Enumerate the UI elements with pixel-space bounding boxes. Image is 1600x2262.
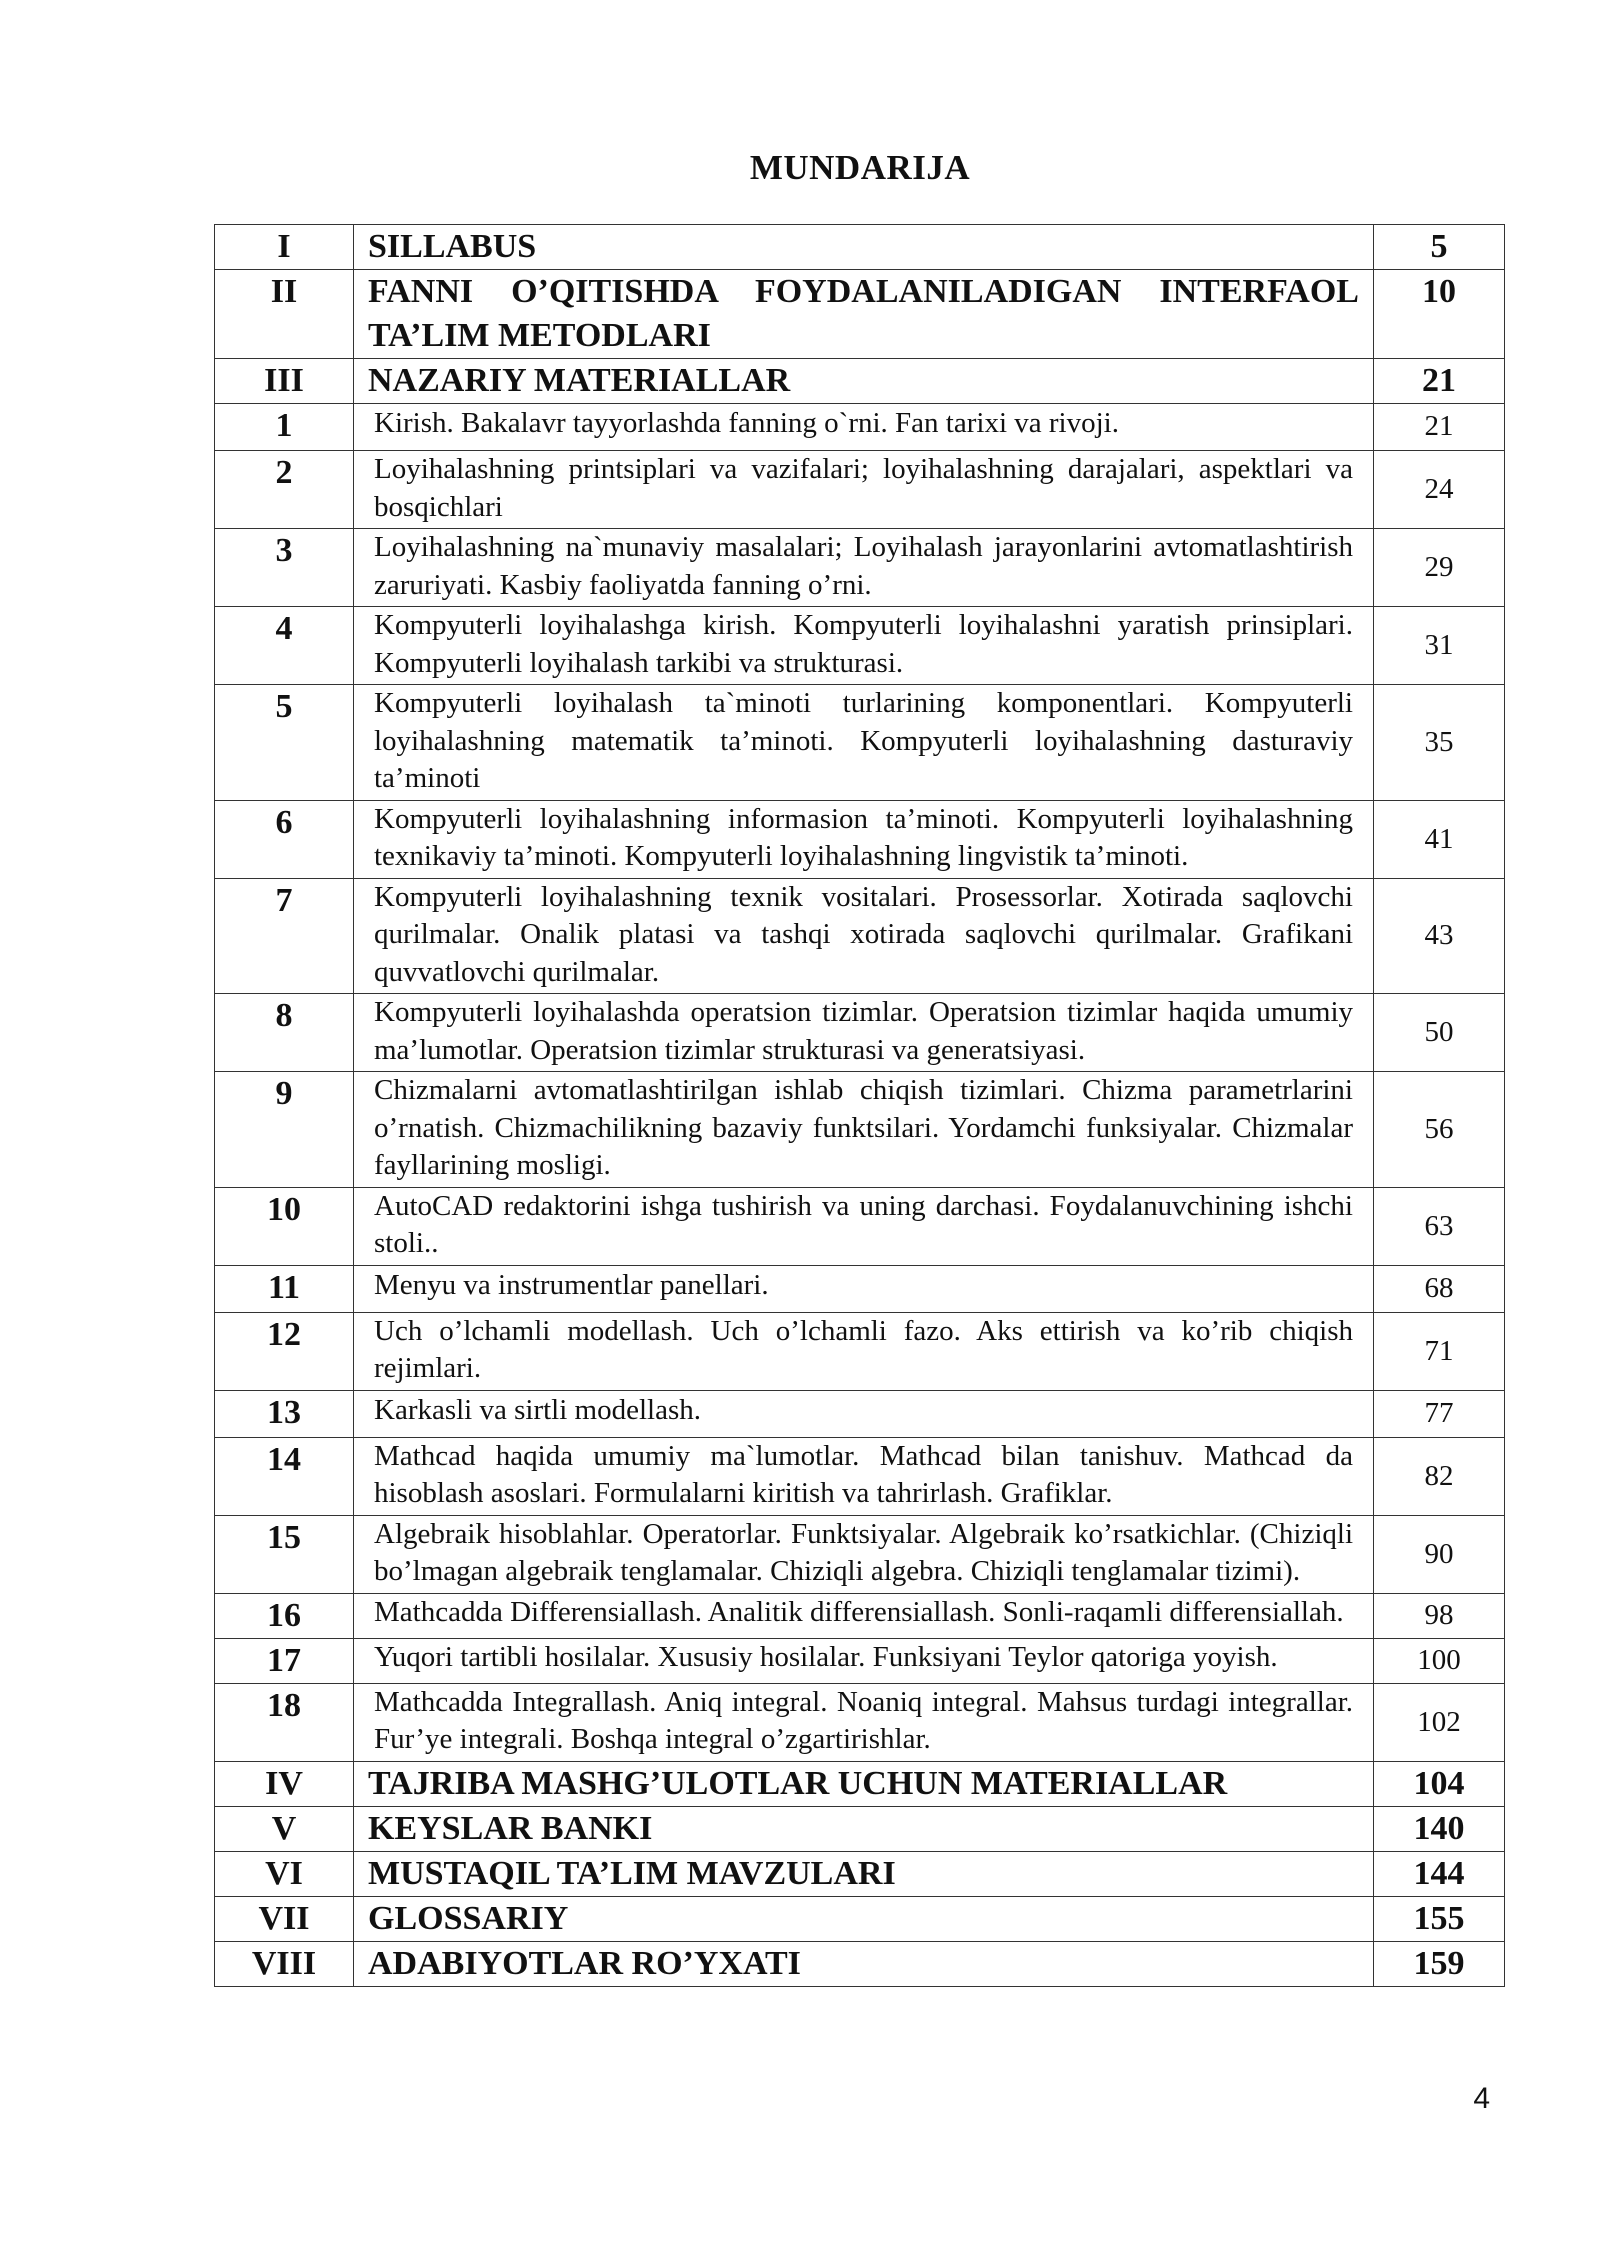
toc-row [215,270,1505,359]
toc-number: II [215,270,354,359]
toc-row [215,1851,1505,1896]
toc-page: 5 [1374,225,1505,270]
toc-page: 159 [1374,1941,1505,1986]
toc-page: 90 [1374,1515,1505,1593]
toc-number: 9 [215,1072,354,1188]
toc-title: Karkasli va sirtli modellash. [354,1390,1374,1437]
toc-row [215,607,1505,685]
toc-page: 71 [1374,1312,1505,1390]
toc-title: Chizmalarni avtomatlashtirilgan ishlab chiqish tizimlari. Chizma parametrlarini o’rnatish. Chizmachilikning bazaviy funktsilari. Yordamchi funksiyalar. Chizmalar fayllarining mosligi. [354,1072,1374,1188]
toc-number: 14 [215,1437,354,1515]
toc-title: Kirish. Bakalavr tayyorlashda fanning o`rni. Fan tarixi va rivoji. [354,404,1374,451]
toc-page: 21 [1374,359,1505,404]
toc-row [215,685,1505,801]
toc-title: ADABIYOTLAR RO’YXATI [354,1941,1374,1986]
page-number: 4 [1473,2082,1490,2115]
toc-number: 12 [215,1312,354,1390]
toc-page: 155 [1374,1896,1505,1941]
toc-page: 77 [1374,1390,1505,1437]
toc-title: Kompyuterli loyihalashning informasion ta’minoti. Kompyuterli loyihalashning texnikaviy ta’minoti. Kompyuterli loyihalashning lingvistik ta’minoti. [354,800,1374,878]
toc-title: MUSTAQIL TA’LIM MAVZULARI [354,1851,1374,1896]
toc-number: VIII [215,1941,354,1986]
toc-number: 3 [215,529,354,607]
toc-page: 10 [1374,270,1505,359]
toc-page: 31 [1374,607,1505,685]
toc-title: FANNI O’QITISHDA FOYDALANILADIGAN INTERFAOL TA’LIM METODLARI [354,270,1374,359]
toc-number: VI [215,1851,354,1896]
toc-title: TAJRIBA MASHG’ULOTLAR UCHUN MATERIALLAR [354,1761,1374,1806]
toc-page: 104 [1374,1761,1505,1806]
toc-row [215,1437,1505,1515]
toc-row [215,359,1505,404]
toc-number: 6 [215,800,354,878]
toc-title: AutoCAD redaktorini ishga tushirish va uning darchasi. Foydalanuvchining ishchi stoli.. [354,1187,1374,1265]
toc-number: 4 [215,607,354,685]
toc-number: 13 [215,1390,354,1437]
toc-number: V [215,1806,354,1851]
toc-title: Kompyuterli loyihalashga kirish. Kompyuterli loyihalashni yaratish prinsiplari. Kompyuterli loyihalash tarkibi va strukturasi. [354,607,1374,685]
toc-title: KEYSLAR BANKI [354,1806,1374,1851]
toc-row [215,1390,1505,1437]
toc-row [215,529,1505,607]
toc-number: 2 [215,451,354,529]
toc-row [215,1593,1505,1638]
toc-page: 50 [1374,994,1505,1072]
toc-page: 98 [1374,1593,1505,1638]
toc-row [215,1265,1505,1312]
toc-number: I [215,225,354,270]
toc-title: Mathcadda Differensiallash. Analitik differensiallash. Sonli-raqamli differensiallah. [354,1593,1374,1638]
toc-number: IV [215,1761,354,1806]
toc-number: 1 [215,404,354,451]
toc-title: Uch o’lchamli modellash. Uch o’lchamli fazo. Aks ettirish va ko’rib chiqish rejimlari. [354,1312,1374,1390]
toc-row [215,1941,1505,1986]
toc-title: Mathcad haqida umumiy ma`lumotlar. Mathcad bilan tanishuv. Mathcad da hisoblash asoslari. Formulalarni kiritish va tahrirlash. Grafiklar. [354,1437,1374,1515]
toc-row [215,1515,1505,1593]
toc-number: 7 [215,878,354,994]
toc-title: Yuqori tartibli hosilalar. Xususiy hosilalar. Funksiyani Teylor qatoriga yoyish. [354,1638,1374,1683]
toc-row [215,800,1505,878]
toc-title: Mathcadda Integrallash. Aniq integral. Noaniq integral. Mahsus turdagi integrallar. Fur’ye integrali. Boshqa integral o’zgartirishlar. [354,1683,1374,1761]
toc-page: 68 [1374,1265,1505,1312]
toc-row [215,1638,1505,1683]
toc-page: 82 [1374,1437,1505,1515]
toc-number: 15 [215,1515,354,1593]
toc-title: GLOSSARIY [354,1896,1374,1941]
toc-page: 24 [1374,451,1505,529]
toc-title: Loyihalashning printsiplari va vazifalari; loyihalashning darajalari, aspektlari va bosqichlari [354,451,1374,529]
toc-title: NAZARIY MATERIALLAR [354,359,1374,404]
toc-title: Kompyuterli loyihalashda operatsion tizimlar. Operatsion tizimlar haqida umumiy ma’lumotlar. Operatsion tizimlar strukturasi va generatsiyasi. [354,994,1374,1072]
toc-row [215,1312,1505,1390]
toc-row [215,225,1505,270]
toc-page: 41 [1374,800,1505,878]
toc-row [215,994,1505,1072]
page-title: MUNDARIJA [749,148,971,187]
toc-row [215,404,1505,451]
toc-number: 16 [215,1593,354,1638]
toc-number: III [215,359,354,404]
toc-number: 8 [215,994,354,1072]
toc-row [215,878,1505,994]
toc-title: Menyu va instrumentlar panellari. [354,1265,1374,1312]
toc-row [215,1806,1505,1851]
toc-number: 17 [215,1638,354,1683]
toc-page: 21 [1374,404,1505,451]
table-of-contents [214,224,1505,1987]
toc-number: 5 [215,685,354,801]
toc-title: Loyihalashning na`munaviy masalalari; Loyihalash jarayonlarini avtomatlashtirish zaruriyati. Kasbiy faoliyatda fanning o’rni. [354,529,1374,607]
toc-page: 144 [1374,1851,1505,1896]
toc-number: 18 [215,1683,354,1761]
toc-row [215,1072,1505,1188]
toc-number: VII [215,1896,354,1941]
toc-page: 43 [1374,878,1505,994]
toc-page: 35 [1374,685,1505,801]
toc-row [215,451,1505,529]
toc-title: Kompyuterli loyihalashning texnik vositalari. Prosessorlar. Xotirada saqlovchi qurilmalar. Onalik platasi va tashqi xotirada saqlovchi qurilmalar. Grafikani quvvatlovchi qurilmalar. [354,878,1374,994]
toc-page: 140 [1374,1806,1505,1851]
toc-title: Kompyuterli loyihalash ta`minoti turlarining komponentlari. Kompyuterli loyihalashning matematik ta’minoti. Kompyuterli loyihalashning dasturaviy ta’minoti [354,685,1374,801]
toc-page: 102 [1374,1683,1505,1761]
toc-title: Algebraik hisoblahlar. Operatorlar. Funktsiyalar. Algebraik ko’rsatkichlar. (Chiziqli bo’lmagan algebraik tenglamalar. Chiziqli algebra. Chiziqli tenglamalar tizimi). [354,1515,1374,1593]
toc-page: 29 [1374,529,1505,607]
toc-row [215,1896,1505,1941]
toc-row [215,1187,1505,1265]
toc-title: SILLABUS [354,225,1374,270]
toc-row [215,1683,1505,1761]
toc-number: 10 [215,1187,354,1265]
toc-number: 11 [215,1265,354,1312]
toc-page: 63 [1374,1187,1505,1265]
toc-page: 100 [1374,1638,1505,1683]
toc-page: 56 [1374,1072,1505,1188]
toc-row [215,1761,1505,1806]
